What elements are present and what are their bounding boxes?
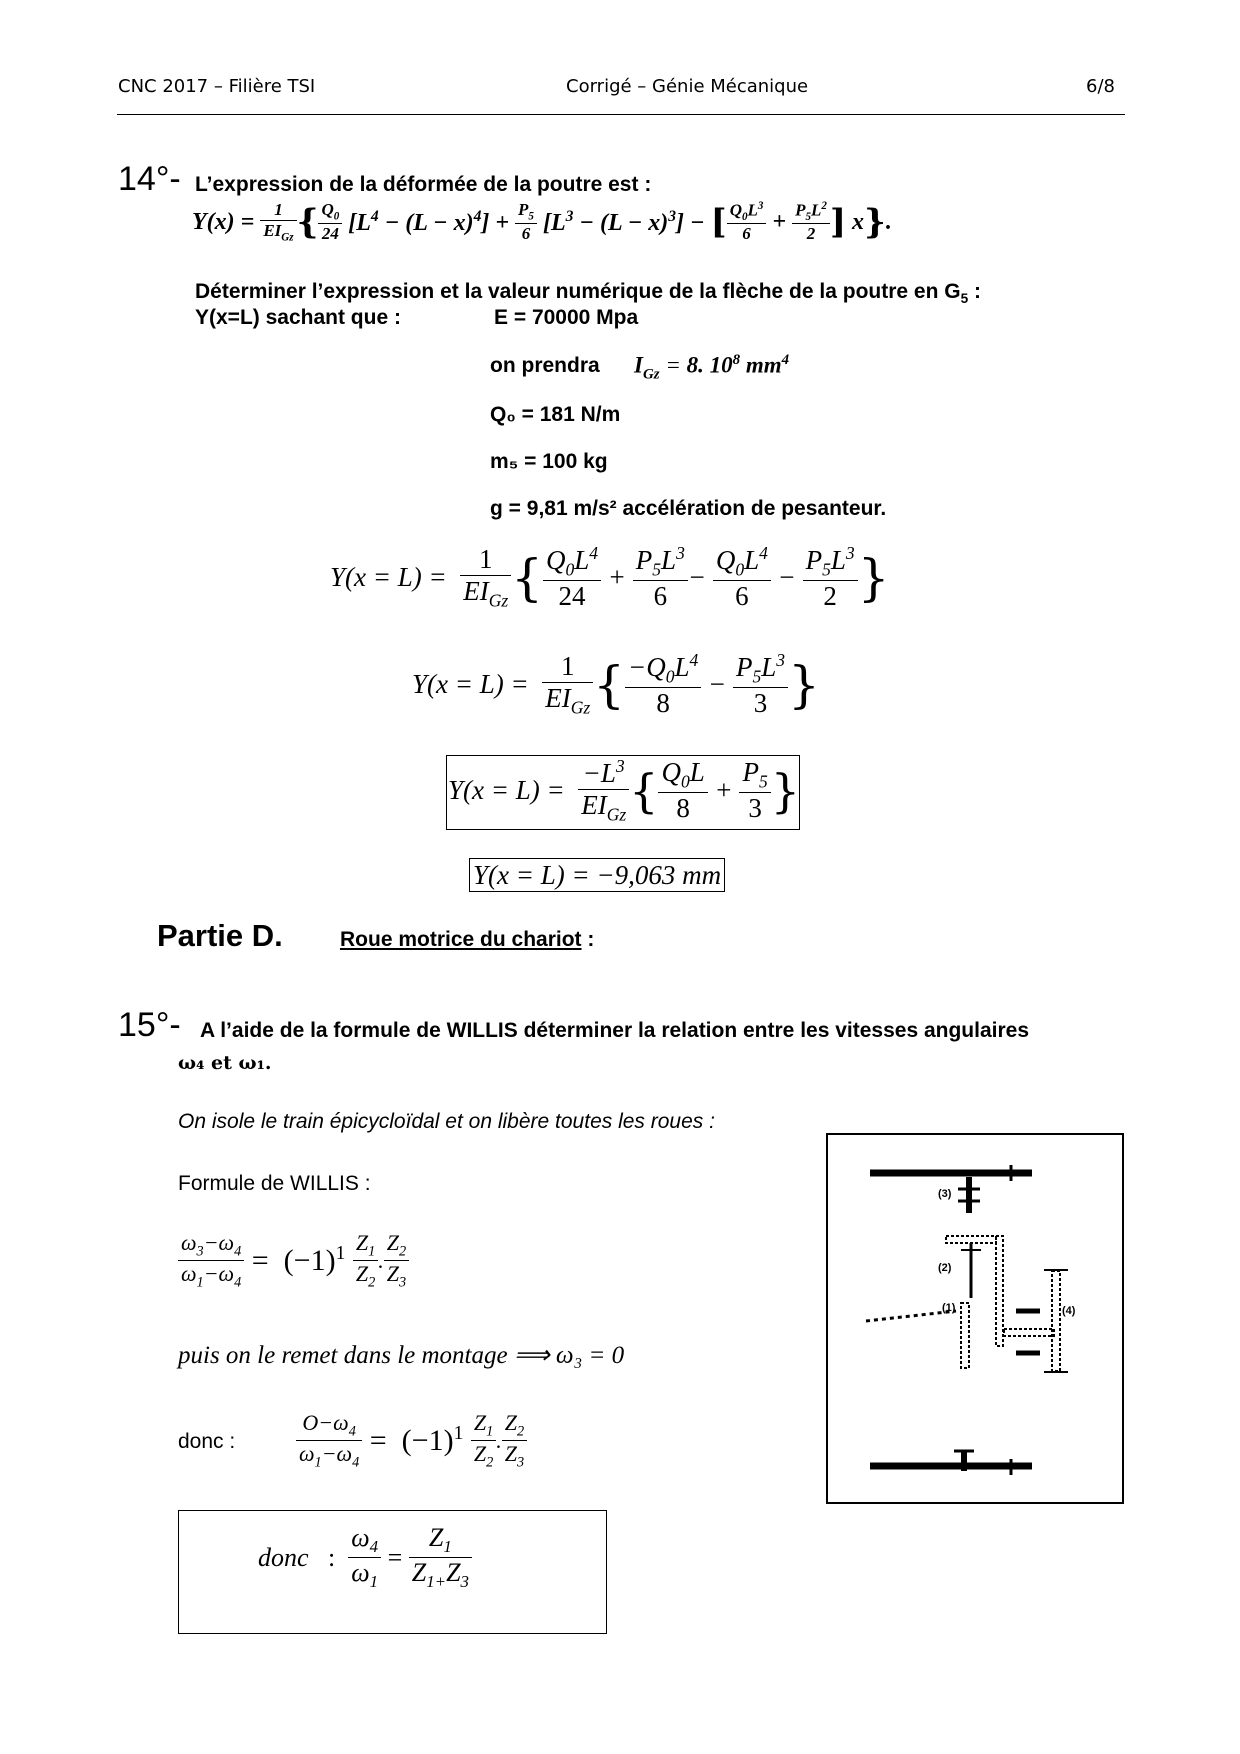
- question-15-number: 15°-: [118, 1006, 181, 1044]
- question-14-instruction-2: Y(x=L) sachant que :: [195, 306, 401, 329]
- label-4: (4): [1062, 1305, 1076, 1317]
- donc-label: donc :: [178, 1430, 236, 1453]
- boxed-expression-content: Y(x = L) = $\frac{-L^3}{EI_{Gz}}$ { $\frac{Q_0L}{8}$ + $\frac{P_5}{3}$ }: [448, 756, 801, 825]
- partie-d-label: Partie D.: [157, 918, 283, 953]
- final-donc-label: donc: [258, 1542, 309, 1572]
- header-page-number: 6/8: [1086, 76, 1115, 97]
- question-14-instruction: Déterminer l’expression et la valeur numérique de la flèche de la poutre en $G_5$ :: [195, 280, 982, 307]
- equation-step-1: Y(x = L) = $\frac{1}{EI_{Gz}}$ { $\frac{Q_0L^4}{24}$ + $\frac{P_5L^3}{6}$ − $\frac{Q_0L^4}{6}$ − $\frac{P_5L^3}{2}$ }: [330, 543, 890, 612]
- label-3: (3): [938, 1188, 952, 1200]
- given-I-label: on prendra: [490, 354, 600, 377]
- given-Q0: Q₀ = 181 N/m: [490, 403, 621, 426]
- ring-gear-3-stem: [966, 1177, 972, 1213]
- isolate-text: On isole le train épicycloïdal et on libère toutes les roues :: [178, 1110, 715, 1133]
- willis-applied: $\frac{O-\omega_4}{\omega_1-\omega_4}$ = $(-1)^1$ $\frac{Z_1}{Z_2}$ . $\frac{Z_2}{Z_3}$: [296, 1410, 527, 1472]
- numeric-result: Y(x = L) = −9,063 mm: [469, 858, 725, 892]
- label-1: (1): [942, 1302, 956, 1314]
- equation-step-2: Y(x = L) = $\frac{1}{EI_{Gz}}$ { $\frac{-Q_0L^4}{8}$ − $\frac{P_5L^3}{3}$ }: [412, 650, 820, 719]
- output-shaft-4: [1004, 1329, 1054, 1336]
- header-rule: [117, 114, 1125, 115]
- header-center: Corrigé – Génie Mécanique: [566, 76, 809, 97]
- sun-gear-1: [961, 1303, 969, 1368]
- question-14-number: 14°-: [118, 160, 181, 198]
- label-2: (2): [938, 1262, 952, 1274]
- given-g: g = 9,81 m/s² accélération de pesanteur.: [490, 497, 887, 520]
- deflection-formula: Y(x) = $\frac{1}{EI_{Gz}}$ { $\frac{Q_0}{24}$ $[L^4 - (L - x)^4]$ + $\frac{P_5}{6}$ $[L^3 - (L - x)^3]$ − [ $\frac{Q_0L^3}{6}$ + $\frac{P_5L^2}{2}$ ] x } .: [192, 200, 892, 244]
- willis-formula: $\frac{\omega_3-\omega_4}{\omega_1-\omega_4}$ = $(-1)^1$ $\frac{Z_1}{Z_2}$ . $\frac{Z_2}{Z_3}$: [178, 1230, 409, 1292]
- given-I-value: $I_{Gz} = 8$. $10^8$ $mm^4$: [634, 352, 790, 383]
- final-relation: donc : $\frac{\omega_4}{\omega_1}$ = $\frac{Z_1}{Z_{1+}Z_3}$: [258, 1523, 472, 1592]
- planet-gear-2-top: [946, 1236, 996, 1243]
- header-left: CNC 2017 – Filière TSI: [118, 76, 316, 97]
- question-14-title: L’expression de la déformée de la poutre est :: [195, 173, 652, 196]
- ring-gear-bottom-stem: [961, 1451, 967, 1471]
- omega-line: ω₄ et ω₁.: [178, 1052, 272, 1074]
- question-15-title: A l’aide de la formule de WILLIS déterminer la relation entre les vitesses angulaires: [200, 1019, 1029, 1042]
- willis-label: Formule de WILLIS :: [178, 1172, 371, 1195]
- remount-text: puis on le remet dans le montage ⟹ ω₃ = 0: [178, 1342, 625, 1369]
- partie-d-title: Roue motrice du chariot :: [340, 928, 595, 951]
- planet-carrier-arm: [996, 1236, 1003, 1346]
- given-m5: m₅ = 100 kg: [490, 450, 608, 473]
- epicyclic-train-diagram: [826, 1133, 1124, 1504]
- given-E: E = 70000 Mpa: [494, 306, 639, 329]
- gear-4: [1052, 1271, 1060, 1371]
